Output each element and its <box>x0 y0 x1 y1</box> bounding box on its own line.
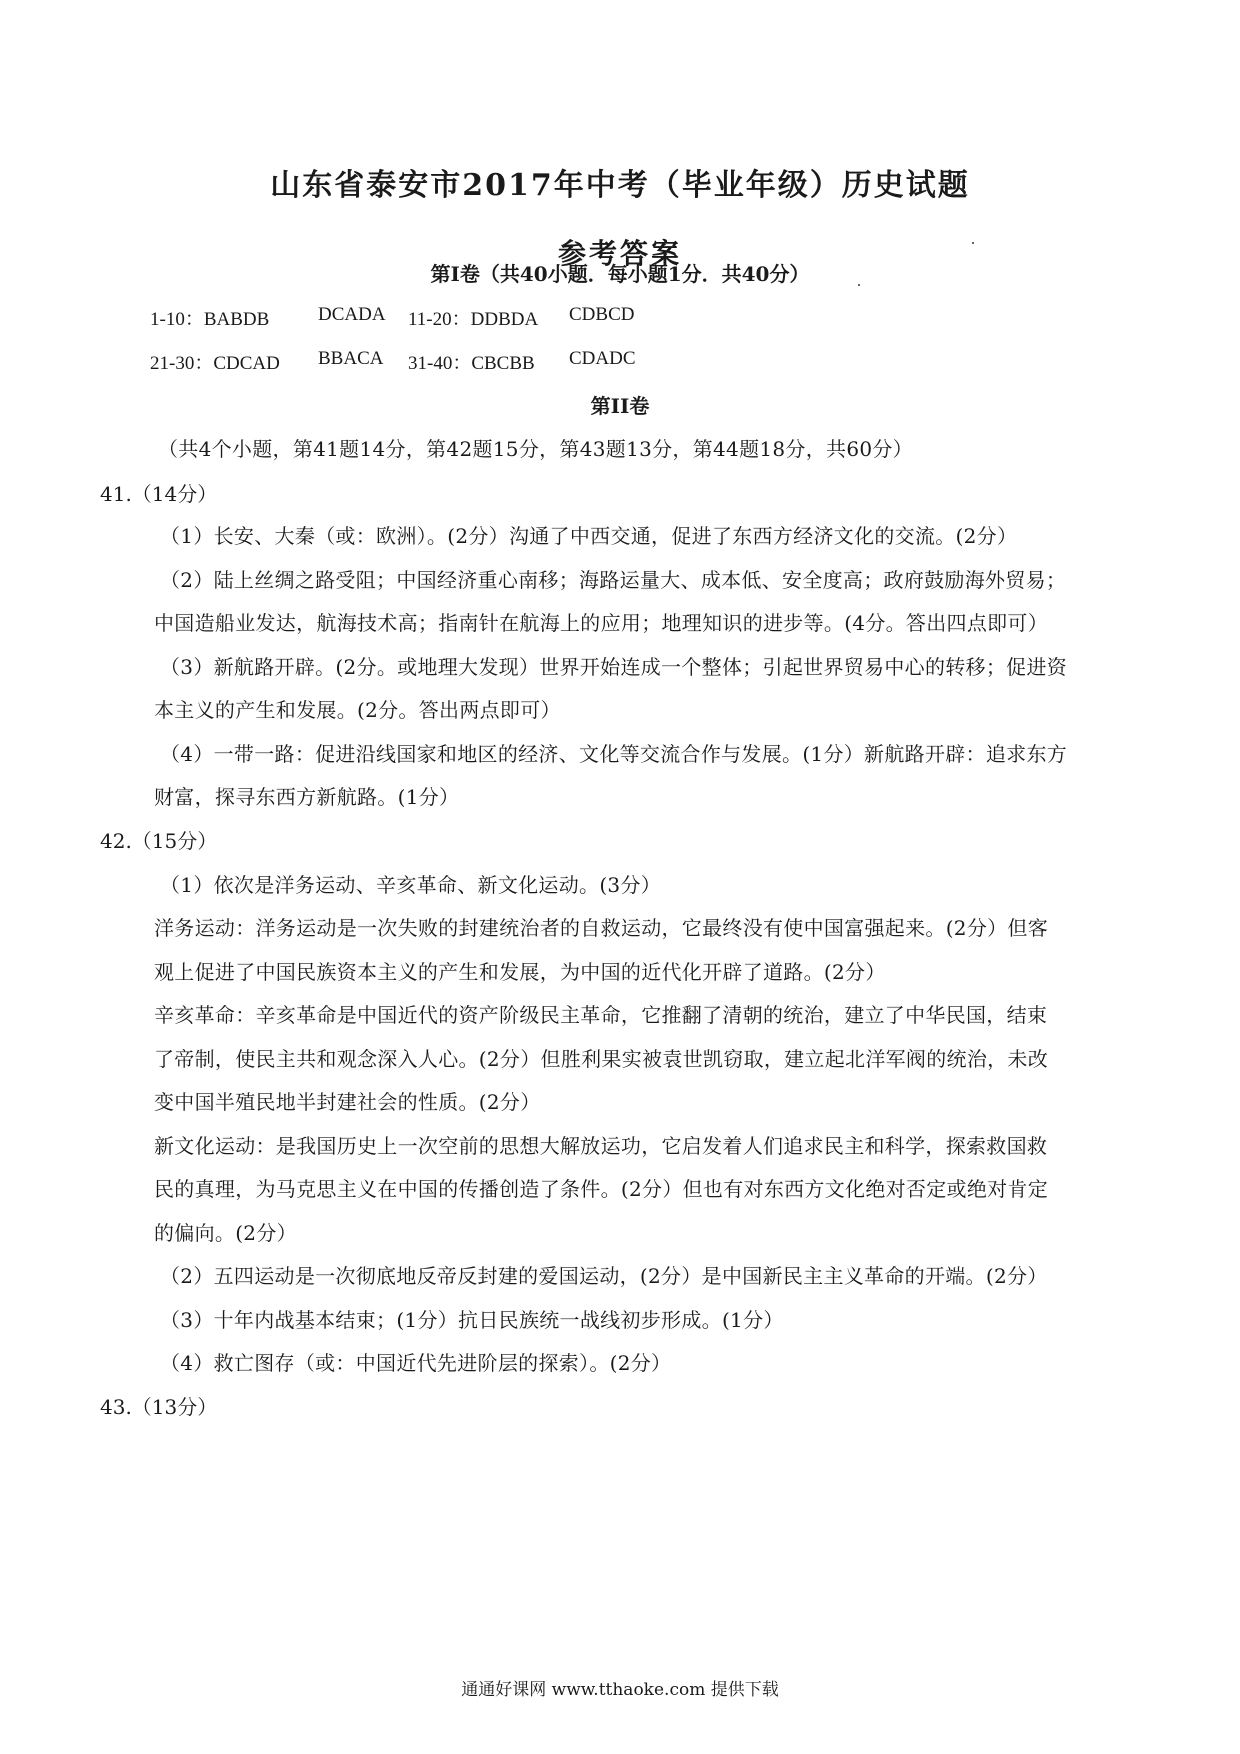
answer-group: CDBCD <box>569 304 635 325</box>
q42-line: 了帝制，使民主共和观念深入人心。(2分）但胜利果实被袁世凯窃取，建立起北洋军阀的统治，未改 <box>154 1047 1049 1071</box>
part1-heading: 第I卷（共40小题．每小题1分．共40分） <box>430 262 810 286</box>
answer-group: BBACA <box>318 348 384 369</box>
q42-line: 新文化运动：是我国历史上一次空前的思想大解放运功，它启发着人们追求民主和科学，探索救国救 <box>154 1134 1048 1158</box>
question-42-label: 42.（15分） <box>100 829 218 853</box>
q42-line: （3）十年内战基本结束；(1分）抗日民族统一战线初步形成。(1分） <box>160 1308 784 1332</box>
q42-line: 变中国半殖民地半封建社会的性质。(2分） <box>154 1090 541 1114</box>
q41-line: （4）一带一路：促进沿线国家和地区的经济、文化等交流合作与发展。(1分）新航路开辟：追求东方 <box>160 742 1068 766</box>
q42-line: （1）依次是洋务运动、辛亥革命、新文化运动。(3分） <box>160 873 662 897</box>
page-subtitle: 参考答案 <box>557 237 682 270</box>
scan-speck <box>972 242 974 244</box>
q41-line: （3）新航路开辟。(2分。或地理大发现）世界开始连成一个整体；引起世界贸易中心的转移；促进资 <box>160 655 1068 679</box>
q42-line: （2）五四运动是一次彻底地反帝反封建的爱国运动，(2分）是中国新民主主义革命的开端。(2分） <box>160 1264 1048 1288</box>
q42-line: 观上促进了中国民族资本主义的产生和发展，为中国的近代化开辟了道路。(2分） <box>154 960 886 984</box>
answer-range: 1-10：BABDB <box>150 309 270 330</box>
q41-line: （1）长安、大秦（或：欧洲）。(2分）沟通了中西交通，促进了东西方经济文化的交流。(2分） <box>160 524 1018 548</box>
answer-group: DCADA <box>318 304 386 325</box>
question-41-label: 41.（14分） <box>100 482 218 506</box>
footer-source: 通通好课网 www.tthaoke.com 提供下载 <box>461 1680 779 1700</box>
q42-line: 洋务运动：洋务运动是一次失败的封建统治者的自救运动，它最终没有使中国富强起来。(2分）但客 <box>154 916 1049 940</box>
answer-range: 11-20：DDBDA <box>408 309 539 330</box>
answer-range: 21-30：CDCAD <box>150 353 280 374</box>
answer-range: 31-40：CBCBB <box>408 353 535 374</box>
q42-line: 民的真理，为马克思主义在中国的传播创造了条件。(2分）但也有对东西方文化绝对否定或绝对肯定 <box>154 1177 1049 1201</box>
question-43-label: 43.（13分） <box>100 1395 218 1419</box>
page-title: 山东省泰安市2017年中考（毕业年级）历史试题 <box>270 168 970 203</box>
q41-line: （2）陆上丝绸之路受阻；中国经济重心南移；海路运量大、成本低、安全度高；政府鼓励海外贸易； <box>160 568 1067 592</box>
part2-note: （共4个小题，第41题14分，第42题15分，第43题13分，第44题18分，共60分） <box>158 437 913 461</box>
q41-line: 中国造船业发达，航海技术高；指南针在航海上的应用；地理知识的进步等。(4分。答出四点即可） <box>154 611 1049 635</box>
q42-line: 辛亥革命：辛亥革命是中国近代的资产阶级民主革命，它推翻了清朝的统治，建立了中华民国，结束 <box>154 1003 1048 1027</box>
q42-line: （4）救亡图存（或：中国近代先进阶层的探索）。(2分） <box>160 1351 672 1375</box>
q41-line: 财富，探寻东西方新航路。(1分） <box>154 785 460 809</box>
q41-line: 本主义的产生和发展。(2分。答出两点即可） <box>154 698 561 722</box>
answer-group: CDADC <box>569 348 636 369</box>
q42-line: 的偏向。(2分） <box>154 1221 297 1245</box>
scan-speck <box>858 284 860 286</box>
part2-heading: 第II卷 <box>590 394 650 418</box>
